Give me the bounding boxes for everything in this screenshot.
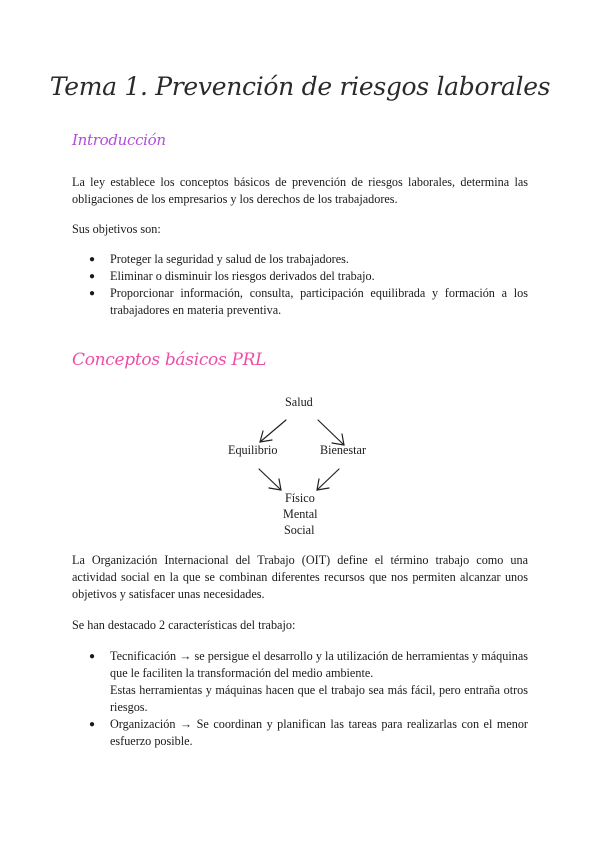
- bullet-icon: ●: [89, 271, 96, 282]
- characteristics-intro: Se han destacado 2 características del trabajo:: [72, 618, 296, 632]
- objectives-list: [72, 251, 528, 319]
- list-item: [72, 648, 528, 716]
- oit-paragraph: La Organización Internacional del Trabajo (OIT) define el término trabajo como una actividad social en la que se combinan diferentes recursos que nos permiten alcanzar unos objetivos y satisfacer unas necesidades.: [72, 553, 528, 601]
- list-item: [72, 268, 528, 285]
- diagram-node-salud: Salud: [285, 395, 313, 409]
- bullet-icon: ●: [89, 651, 96, 662]
- concept-diagram: [200, 390, 400, 540]
- characteristics-list: [72, 648, 528, 750]
- list-item-extra-text: Estas herramientas y máquinas hacen que el trabajo sea más fácil, pero entraña otros riesgos.: [110, 683, 528, 714]
- list-item-text: Proteger la seguridad y salud de los trabajadores.: [110, 252, 349, 266]
- bullet-icon: ●: [89, 719, 96, 730]
- diagram-node-bienestar: Bienestar: [320, 443, 367, 457]
- list-item: [72, 716, 528, 750]
- diagram-node-equilibrio: Equilibrio: [228, 443, 278, 457]
- objectives-intro: Sus objetivos son:: [72, 222, 161, 236]
- list-item-text: Proporcionar información, consulta, participación equilibrada y formación a los trabajadores en materia preventiva.: [110, 286, 528, 317]
- section-heading-conceptos: Conceptos básicos PRL: [72, 350, 267, 370]
- bullet-icon: ●: [89, 288, 96, 299]
- intro-paragraph: La ley establece los conceptos básicos de prevención de riesgos laborales, determina las obligaciones de los empresarios y los derechos de los trabajadores.: [72, 175, 528, 206]
- list-item-text: Eliminar o disminuir los riesgos derivados del trabajo.: [110, 269, 375, 283]
- bullet-icon: ●: [89, 254, 96, 265]
- list-item: [72, 251, 528, 268]
- diagram-node-social: Social: [284, 523, 315, 537]
- list-item: [72, 285, 528, 319]
- diagram-node-fisico: Físico: [285, 491, 315, 505]
- section-heading-introduccion: Introducción: [72, 131, 166, 149]
- list-item-text: Tecnificación → se persigue el desarrollo y la utilización de herramientas y máquinas que le faciliten la transformación del medio ambiente.: [110, 649, 528, 680]
- list-item-text: Organización → Se coordinan y planifican las tareas para realizarlas con el menor esfuerzo posible.: [110, 717, 528, 748]
- diagram-node-mental: Mental: [283, 507, 318, 521]
- page-title: Tema 1. Prevención de riesgos laborales: [49, 72, 551, 101]
